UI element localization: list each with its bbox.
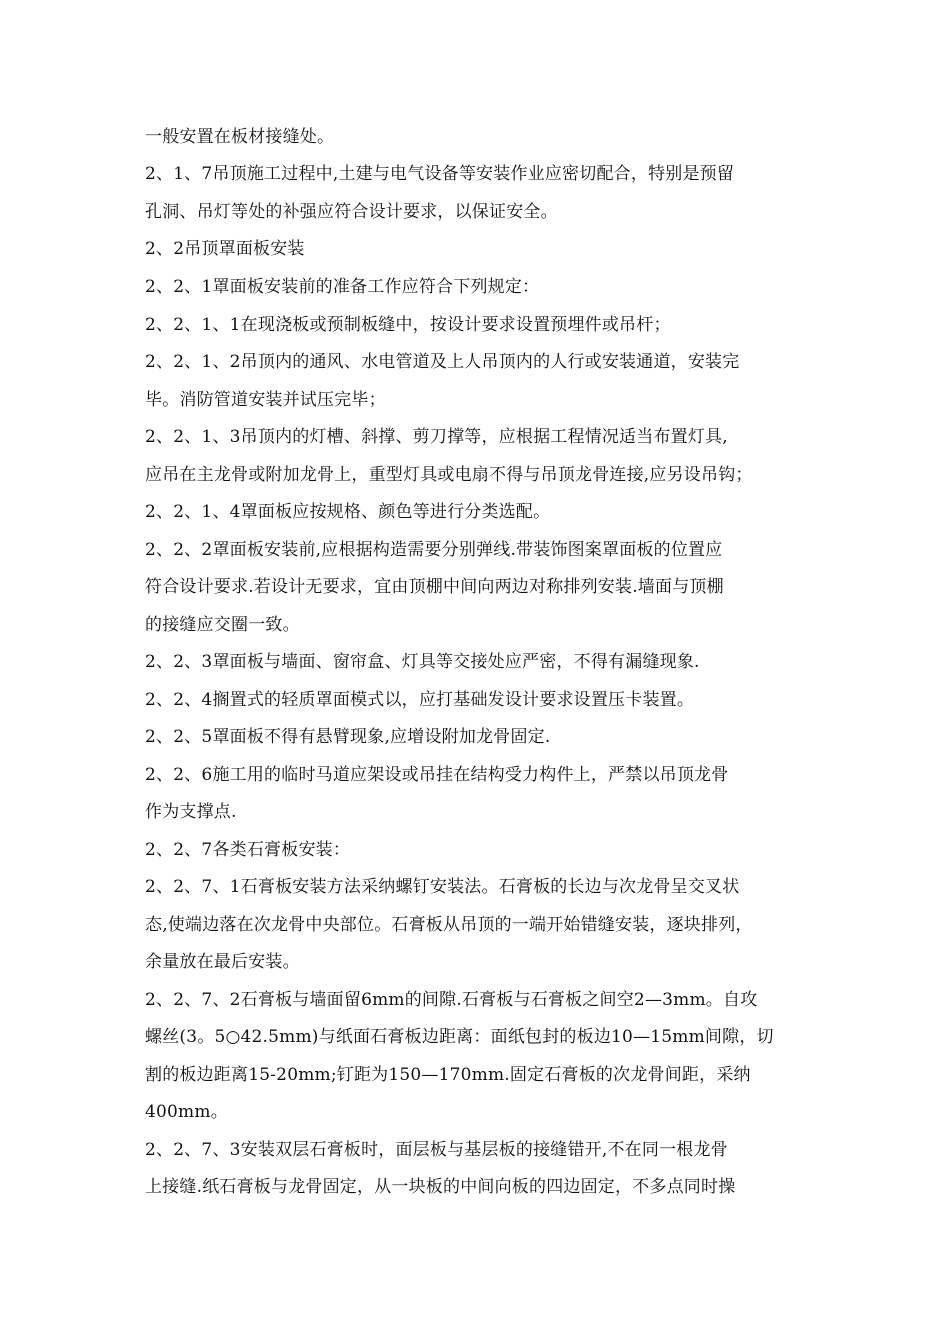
text-line: 2、2、1、3吊顶内的灯槽、斜撑、剪刀撑等，应根据工程情况适当布置灯具, [145, 427, 728, 447]
text-line: 2、2、5罩面板不得有悬臂现象,应增设附加龙骨固定. [145, 727, 551, 747]
text-line: 2、2、7、1石膏板安装方法采纳螺钉安装法。石膏板的长边与次龙骨呈交叉状 [145, 877, 740, 897]
text-line: 应吊在主龙骨或附加龙骨上，重型灯具或电扇不得与吊顶龙骨连接,应另设吊钩； [145, 465, 753, 485]
text-line: 400mm。 [145, 1102, 228, 1122]
text-line: 2、2、1、4罩面板应按规格、颜色等进行分类选配。 [145, 502, 551, 522]
section-heading: 2、2吊顶罩面板安装 [145, 239, 305, 259]
text-line: 2、2、1、2吊顶内的通风、水电管道及上人吊顶内的人行或安装通道，安装完 [145, 352, 740, 372]
text-line: 的接缝应交圈一致。 [145, 615, 300, 635]
text-line: 2、2、7、2石膏板与墙面留6mm的间隙.石膏板与石膏板之间空2—3mm。自攻 [145, 990, 758, 1010]
text-line: 2、2、1、1在现浇板或预制板缝中，按设计要求设置预埋件或吊杆； [145, 315, 671, 335]
text-line: 螺丝(3。5○42.5mm)与纸面石膏板边距离：面纸包封的板边10—15mm间隙，切 [145, 1027, 774, 1047]
text-line: 2、2、7、3安装双层石膏板时，面层板与基层板的接缝错开,不在同一根龙骨 [145, 1140, 728, 1160]
text-line: 割的板边距离15-20mm;钉距为150—170mm.固定石膏板的次龙骨间距，采纳 [145, 1065, 751, 1085]
text-line: 2、1、7吊顶施工过程中,土建与电气设备等安装作业应密切配合，特别是预留 [145, 164, 735, 184]
text-line: 上接缝.纸石膏板与龙骨固定，从一块板的中间向板的四边固定，不多点同时操 [145, 1177, 736, 1197]
text-line: 2、2、1罩面板安装前的准备工作应符合下列规定： [145, 277, 540, 297]
text-line: 毕。消防管道安装并试压完毕； [145, 390, 386, 410]
text-line: 一般安置在板材接缝处。 [145, 127, 335, 147]
text-line: 2、2、3罩面板与墙面、窗帘盒、灯具等交接处应严密，不得有漏缝现象. [145, 652, 700, 672]
text-line: 余量放在最后安装。 [145, 952, 300, 972]
text-line: 2、2、2罩面板安装前,应根据构造需要分别弹线.带装饰图案罩面板的位置应 [145, 540, 723, 560]
text-line: 2、2、7各类石膏板安装： [145, 840, 351, 860]
text-line: 态,使端边落在次龙骨中央部位。石膏板从吊顶的一端开始错缝安装，逐块排列， [145, 915, 753, 935]
text-line: 2、2、6施工用的临时马道应架设或吊挂在结构受力构件上，严禁以吊顶龙骨 [145, 765, 729, 785]
text-line: 孔洞、吊灯等处的补强应符合设计要求，以保证安全。 [145, 202, 558, 222]
text-line: 作为支撑点. [145, 802, 237, 822]
text-line: 符合设计要求.若设计无要求，宜由顶棚中间向两边对称排列安装.墙面与顶棚 [145, 577, 724, 597]
text-line: 2、2、4搁置式的轻质罩面模式以，应打基础发设计要求设置压卡装置。 [145, 690, 695, 710]
